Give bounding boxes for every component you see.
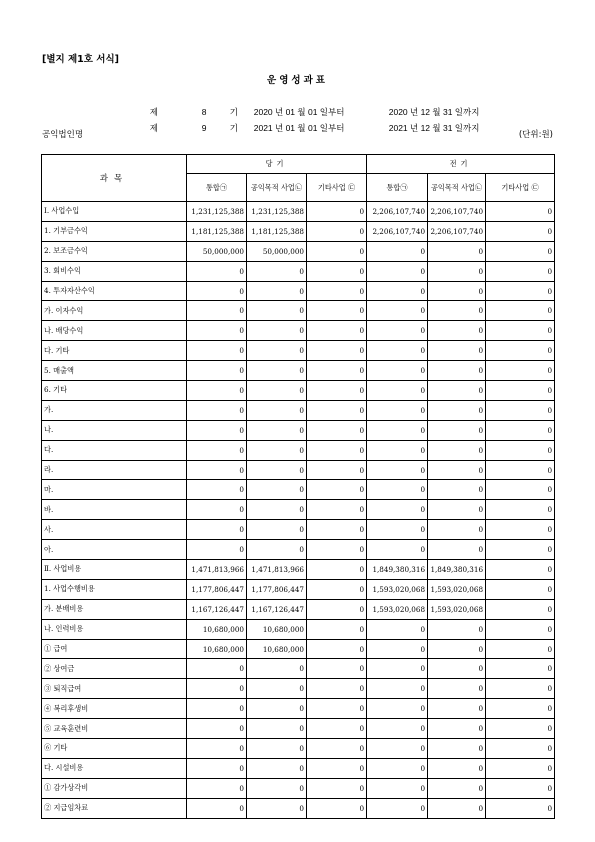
- cell-previous-total: 0: [367, 500, 428, 520]
- cell-current-total: 10,680,000: [187, 619, 247, 639]
- cell-current-other: 0: [307, 699, 367, 719]
- cell-previous-public: 0: [428, 500, 486, 520]
- cell-previous-total: 0: [367, 520, 428, 540]
- cell-current-other: 0: [307, 758, 367, 778]
- cell-current-other: 0: [307, 221, 367, 241]
- period-end: 2020 년 12 월 31 일까지: [388, 107, 480, 117]
- cell-current-other: 0: [307, 798, 367, 818]
- cell-previous-other: 0: [486, 381, 555, 401]
- cell-current-other: 0: [307, 460, 367, 480]
- cell-previous-other: 0: [486, 202, 555, 222]
- cell-previous-total: 0: [367, 381, 428, 401]
- table-row: [42, 361, 555, 381]
- row-label: 마.: [42, 480, 187, 500]
- cell-previous-public: 1,849,380,316: [428, 560, 486, 580]
- period-gi: 기: [229, 123, 238, 133]
- row-label: 6. 기타: [42, 381, 187, 401]
- cell-current-other: 0: [307, 440, 367, 460]
- header-previous-total: 통합㉠: [367, 174, 428, 202]
- cell-previous-other: 0: [486, 778, 555, 798]
- cell-previous-public: 0: [428, 301, 486, 321]
- operating-results-table: [41, 154, 555, 819]
- cell-current-other: 0: [307, 679, 367, 699]
- cell-previous-public: 0: [428, 758, 486, 778]
- cell-previous-total: 0: [367, 321, 428, 341]
- cell-current-total: 0: [187, 540, 247, 560]
- cell-current-public: 0: [247, 281, 307, 301]
- cell-current-total: 0: [187, 361, 247, 381]
- period-end: 2021 년 12 월 31 일까지: [388, 123, 480, 133]
- cell-current-total: 0: [187, 381, 247, 401]
- period-start: 2021 년 01 월 01 일부터: [253, 123, 345, 133]
- cell-current-total: 0: [187, 460, 247, 480]
- cell-previous-public: 0: [428, 480, 486, 500]
- cell-previous-other: 0: [486, 540, 555, 560]
- cell-current-other: 0: [307, 321, 367, 341]
- cell-current-public: 0: [247, 341, 307, 361]
- row-label: ④ 복리후생비: [42, 699, 187, 719]
- row-label: ③ 퇴직급여: [42, 679, 187, 699]
- cell-current-public: 0: [247, 679, 307, 699]
- cell-previous-other: 0: [486, 758, 555, 778]
- cell-current-public: 1,167,126,447: [247, 599, 307, 619]
- cell-previous-other: 0: [486, 599, 555, 619]
- cell-current-public: 0: [247, 261, 307, 281]
- cell-previous-other: 0: [486, 281, 555, 301]
- cell-previous-total: 0: [367, 699, 428, 719]
- cell-current-other: 0: [307, 739, 367, 759]
- cell-current-public: 10,680,000: [247, 639, 307, 659]
- cell-previous-total: 0: [367, 679, 428, 699]
- cell-previous-other: 0: [486, 699, 555, 719]
- cell-previous-public: 0: [428, 540, 486, 560]
- cell-current-total: 0: [187, 758, 247, 778]
- table-row: [42, 400, 555, 420]
- cell-previous-public: 0: [428, 400, 486, 420]
- cell-previous-other: 0: [486, 500, 555, 520]
- cell-previous-other: 0: [486, 560, 555, 580]
- row-label: 4. 투자자산수익: [42, 281, 187, 301]
- cell-current-other: 0: [307, 639, 367, 659]
- cell-current-public: 0: [247, 381, 307, 401]
- cell-previous-other: 0: [486, 361, 555, 381]
- table-row: [42, 699, 555, 719]
- table-row: [42, 301, 555, 321]
- cell-current-other: 0: [307, 520, 367, 540]
- cell-current-total: 0: [187, 699, 247, 719]
- row-label: 나. 배당수익: [42, 321, 187, 341]
- table-row: [42, 241, 555, 261]
- cell-current-other: 0: [307, 281, 367, 301]
- cell-current-public: 0: [247, 540, 307, 560]
- header-current-total: 통합㉠: [187, 174, 247, 202]
- cell-current-other: 0: [307, 400, 367, 420]
- cell-previous-other: 0: [486, 579, 555, 599]
- cell-previous-public: 0: [428, 719, 486, 739]
- header-previous-public: 공익목적 사업㉡: [428, 174, 486, 202]
- cell-previous-other: 0: [486, 460, 555, 480]
- cell-previous-total: 0: [367, 619, 428, 639]
- period-number: 9: [201, 123, 207, 133]
- cell-previous-public: 0: [428, 739, 486, 759]
- row-label: 1. 사업수행비용: [42, 579, 187, 599]
- cell-previous-public: 0: [428, 639, 486, 659]
- cell-previous-public: 0: [428, 619, 486, 639]
- row-label: ⑤ 교육훈련비: [42, 719, 187, 739]
- cell-previous-other: 0: [486, 659, 555, 679]
- cell-previous-other: 0: [486, 480, 555, 500]
- cell-previous-public: 0: [428, 241, 486, 261]
- row-label: 나.: [42, 420, 187, 440]
- row-label: 가. 분배비용: [42, 599, 187, 619]
- cell-previous-public: 0: [428, 341, 486, 361]
- cell-current-total: 0: [187, 500, 247, 520]
- table-row: [42, 321, 555, 341]
- cell-previous-total: 1,593,020,068: [367, 599, 428, 619]
- table-row: [42, 579, 555, 599]
- cell-current-total: 10,680,000: [187, 639, 247, 659]
- cell-current-total: 0: [187, 778, 247, 798]
- table-row: [42, 758, 555, 778]
- row-label: 다.: [42, 440, 187, 460]
- period-number: 8: [201, 107, 207, 117]
- cell-current-other: 0: [307, 480, 367, 500]
- cell-current-total: 1,167,126,447: [187, 599, 247, 619]
- row-label: Ⅰ. 사업수입: [42, 202, 187, 222]
- row-label: 사.: [42, 520, 187, 540]
- period-label: 제: [149, 123, 158, 133]
- row-label: 다. 시설비용: [42, 758, 187, 778]
- cell-current-other: 0: [307, 381, 367, 401]
- cell-current-total: 0: [187, 719, 247, 739]
- cell-previous-total: 0: [367, 480, 428, 500]
- cell-current-public: 0: [247, 659, 307, 679]
- cell-current-other: 0: [307, 341, 367, 361]
- cell-current-total: 0: [187, 420, 247, 440]
- cell-previous-other: 0: [486, 440, 555, 460]
- cell-current-total: 0: [187, 440, 247, 460]
- cell-previous-total: 0: [367, 341, 428, 361]
- cell-previous-public: 0: [428, 261, 486, 281]
- organization-name-label: 공익법인명: [42, 130, 84, 140]
- cell-current-public: 0: [247, 440, 307, 460]
- cell-current-other: 0: [307, 261, 367, 281]
- cell-current-public: 0: [247, 758, 307, 778]
- cell-current-total: 0: [187, 341, 247, 361]
- cell-current-public: 1,231,125,388: [247, 202, 307, 222]
- cell-current-other: 0: [307, 778, 367, 798]
- header-category: 과목: [42, 155, 187, 202]
- cell-current-public: 0: [247, 699, 307, 719]
- cell-current-other: 0: [307, 619, 367, 639]
- cell-current-public: 0: [247, 798, 307, 818]
- table-row: [42, 500, 555, 520]
- cell-current-total: 1,231,125,388: [187, 202, 247, 222]
- cell-previous-public: 0: [428, 321, 486, 341]
- cell-current-total: 0: [187, 480, 247, 500]
- table-row: [42, 639, 555, 659]
- cell-previous-total: 2,206,107,740: [367, 221, 428, 241]
- header-current-period: 당기: [187, 155, 367, 174]
- cell-previous-other: 0: [486, 420, 555, 440]
- cell-current-public: 1,181,125,388: [247, 221, 307, 241]
- cell-current-other: 0: [307, 301, 367, 321]
- cell-current-public: 0: [247, 420, 307, 440]
- row-label: 2. 보조금수익: [42, 241, 187, 261]
- table-row: [42, 221, 555, 241]
- cell-previous-other: 0: [486, 261, 555, 281]
- cell-previous-total: 0: [367, 281, 428, 301]
- cell-current-total: 0: [187, 739, 247, 759]
- cell-previous-other: 0: [486, 798, 555, 818]
- cell-current-total: 0: [187, 400, 247, 420]
- cell-current-public: 0: [247, 719, 307, 739]
- row-label: ② 지급임차료: [42, 798, 187, 818]
- row-label: 라.: [42, 460, 187, 480]
- cell-previous-public: 0: [428, 281, 486, 301]
- table-row: [42, 341, 555, 361]
- period-start: 2020 년 01 월 01 일부터: [253, 107, 345, 117]
- row-label: 다. 기타: [42, 341, 187, 361]
- cell-current-other: 0: [307, 579, 367, 599]
- table-row: [42, 659, 555, 679]
- table-row: [42, 719, 555, 739]
- row-label: ② 상여금: [42, 659, 187, 679]
- cell-previous-other: 0: [486, 619, 555, 639]
- cell-current-total: 1,181,125,388: [187, 221, 247, 241]
- cell-previous-public: 0: [428, 381, 486, 401]
- cell-previous-total: 0: [367, 261, 428, 281]
- cell-current-public: 0: [247, 520, 307, 540]
- cell-previous-other: 0: [486, 719, 555, 739]
- cell-previous-public: 0: [428, 659, 486, 679]
- cell-previous-public: 0: [428, 679, 486, 699]
- table-row: [42, 679, 555, 699]
- cell-current-public: 0: [247, 400, 307, 420]
- cell-current-total: 50,000,000: [187, 241, 247, 261]
- cell-previous-public: 2,206,107,740: [428, 221, 486, 241]
- cell-current-public: 10,680,000: [247, 619, 307, 639]
- cell-current-public: 0: [247, 460, 307, 480]
- form-label: [별지 제1호 서식]: [42, 54, 119, 65]
- table-row: [42, 778, 555, 798]
- cell-current-public: 1,471,813,966: [247, 560, 307, 580]
- cell-previous-other: 0: [486, 639, 555, 659]
- row-label: 아.: [42, 540, 187, 560]
- cell-current-other: 0: [307, 361, 367, 381]
- header-previous-period: 전기: [367, 155, 555, 174]
- table-row: [42, 440, 555, 460]
- cell-current-other: 0: [307, 540, 367, 560]
- cell-previous-other: 0: [486, 341, 555, 361]
- table-row: [42, 798, 555, 818]
- cell-previous-other: 0: [486, 400, 555, 420]
- table-row: [42, 420, 555, 440]
- row-label: ⑥ 기타: [42, 739, 187, 759]
- cell-previous-total: 0: [367, 739, 428, 759]
- table-row: [42, 520, 555, 540]
- cell-previous-other: 0: [486, 301, 555, 321]
- cell-current-total: 0: [187, 321, 247, 341]
- cell-previous-total: 2,206,107,740: [367, 202, 428, 222]
- cell-current-public: 0: [247, 301, 307, 321]
- table-row: [42, 619, 555, 639]
- cell-previous-total: 0: [367, 440, 428, 460]
- period-gi: 기: [229, 107, 238, 117]
- cell-previous-total: 0: [367, 400, 428, 420]
- table-row: [42, 261, 555, 281]
- cell-previous-other: 0: [486, 221, 555, 241]
- cell-current-total: 0: [187, 301, 247, 321]
- cell-previous-other: 0: [486, 679, 555, 699]
- cell-current-public: 0: [247, 361, 307, 381]
- cell-current-public: 0: [247, 739, 307, 759]
- period-line-current: [145, 112, 479, 134]
- cell-current-total: 0: [187, 679, 247, 699]
- row-label: 3. 회비수익: [42, 261, 187, 281]
- page-title: 운영성과표: [267, 75, 328, 86]
- cell-current-public: 0: [247, 500, 307, 520]
- cell-previous-public: 0: [428, 420, 486, 440]
- cell-previous-total: 0: [367, 241, 428, 261]
- cell-previous-other: 0: [486, 241, 555, 261]
- cell-current-public: 0: [247, 321, 307, 341]
- cell-current-other: 0: [307, 202, 367, 222]
- cell-current-total: 0: [187, 261, 247, 281]
- row-label: ① 급여: [42, 639, 187, 659]
- cell-previous-public: 0: [428, 520, 486, 540]
- table-row: [42, 202, 555, 222]
- table-row: [42, 480, 555, 500]
- table-row: [42, 599, 555, 619]
- cell-current-total: 1,471,813,966: [187, 560, 247, 580]
- cell-previous-total: 0: [367, 301, 428, 321]
- cell-previous-total: 0: [367, 659, 428, 679]
- cell-current-total: 0: [187, 520, 247, 540]
- cell-current-public: 50,000,000: [247, 241, 307, 261]
- cell-previous-public: 0: [428, 361, 486, 381]
- row-label: Ⅱ. 사업비용: [42, 560, 187, 580]
- unit-label: (단위:원): [518, 130, 553, 140]
- cell-previous-public: 0: [428, 778, 486, 798]
- cell-previous-public: 2,206,107,740: [428, 202, 486, 222]
- table-body: [42, 202, 555, 819]
- cell-previous-total: 0: [367, 798, 428, 818]
- cell-current-other: 0: [307, 719, 367, 739]
- row-label: 가.: [42, 400, 187, 420]
- cell-previous-total: 0: [367, 778, 428, 798]
- period-label: 제: [149, 107, 158, 117]
- cell-current-other: 0: [307, 560, 367, 580]
- cell-previous-other: 0: [486, 321, 555, 341]
- row-label: ① 감가상각비: [42, 778, 187, 798]
- cell-current-public: 1,177,806,447: [247, 579, 307, 599]
- cell-current-public: 0: [247, 480, 307, 500]
- cell-previous-public: 0: [428, 460, 486, 480]
- cell-previous-total: 1,593,020,068: [367, 579, 428, 599]
- cell-previous-total: 0: [367, 719, 428, 739]
- header-current-public: 공익목적 사업㉡: [247, 174, 307, 202]
- table-row: [42, 460, 555, 480]
- cell-current-other: 0: [307, 241, 367, 261]
- cell-previous-public: 1,593,020,068: [428, 579, 486, 599]
- cell-current-total: 0: [187, 281, 247, 301]
- cell-previous-public: 0: [428, 699, 486, 719]
- cell-previous-other: 0: [486, 520, 555, 540]
- row-label: 1. 기부금수익: [42, 221, 187, 241]
- cell-previous-total: 0: [367, 540, 428, 560]
- header-previous-other: 기타사업 ㉢: [486, 174, 555, 202]
- cell-current-total: 0: [187, 798, 247, 818]
- cell-previous-public: 0: [428, 798, 486, 818]
- row-label: 바.: [42, 500, 187, 520]
- cell-previous-total: 0: [367, 460, 428, 480]
- cell-previous-total: 0: [367, 420, 428, 440]
- cell-previous-other: 0: [486, 739, 555, 759]
- table-row: [42, 739, 555, 759]
- table-row: [42, 540, 555, 560]
- row-label: 가. 이자수익: [42, 301, 187, 321]
- cell-current-total: 0: [187, 659, 247, 679]
- table-row: [42, 281, 555, 301]
- cell-previous-public: 0: [428, 440, 486, 460]
- cell-current-other: 0: [307, 599, 367, 619]
- row-label: 나. 인력비용: [42, 619, 187, 639]
- cell-previous-total: 0: [367, 361, 428, 381]
- table-row: [42, 560, 555, 580]
- header-current-other: 기타사업 ㉢: [307, 174, 367, 202]
- cell-current-other: 0: [307, 420, 367, 440]
- cell-current-other: 0: [307, 659, 367, 679]
- row-label: 5. 매출액: [42, 361, 187, 381]
- cell-current-other: 0: [307, 500, 367, 520]
- cell-current-public: 0: [247, 778, 307, 798]
- cell-current-total: 1,177,806,447: [187, 579, 247, 599]
- cell-previous-total: 1,849,380,316: [367, 560, 428, 580]
- cell-previous-total: 0: [367, 758, 428, 778]
- table-row: [42, 381, 555, 401]
- cell-previous-total: 0: [367, 639, 428, 659]
- cell-previous-public: 1,593,020,068: [428, 599, 486, 619]
